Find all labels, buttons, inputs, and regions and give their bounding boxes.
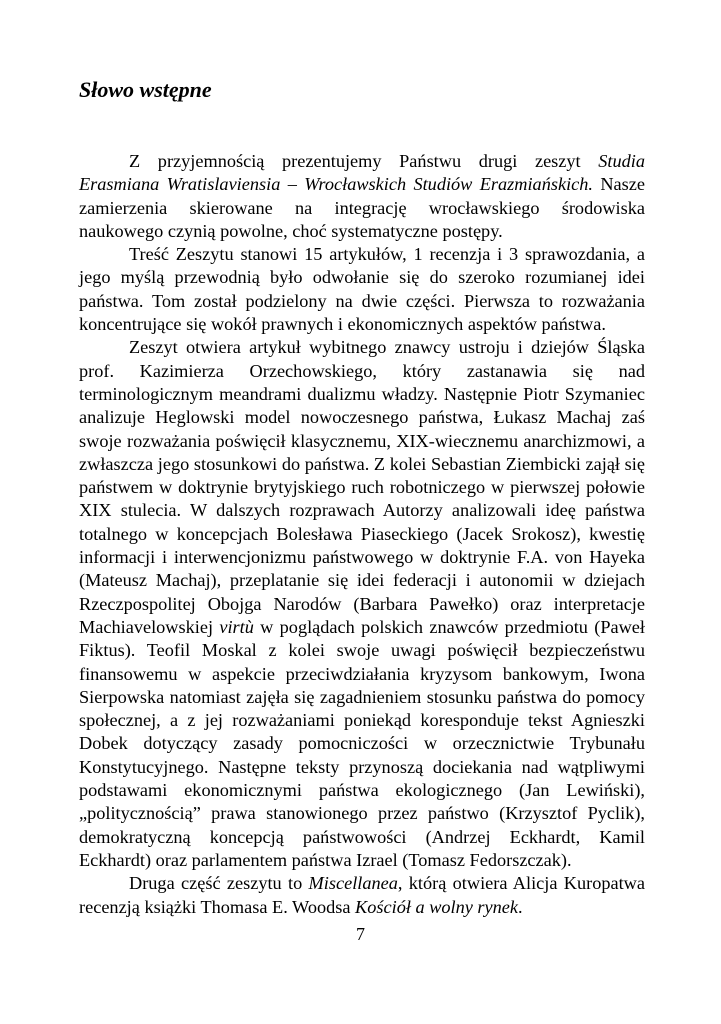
italic-term: virtù xyxy=(219,616,254,637)
text-run: . xyxy=(518,896,523,917)
text-run: Z przyjemnością prezentujemy Państwu drugi zeszyt xyxy=(129,151,599,171)
page-number: 7 xyxy=(356,924,365,944)
section-name: Miscellanea xyxy=(308,873,398,894)
text-run: Treść Zeszytu stanowi 15 artykułów, 1 recenzja i 3 sprawozdania, a jego myślą przewodnią było odwołanie się do szeroko rozumianej idei państwa. Tom został podzielony na dwie części. Pierwsza to rozważania koncentrujące się wokół prawnych i ekonomicznych aspektów państwa. xyxy=(79,244,645,335)
paragraph-3 xyxy=(79,336,645,872)
paragraph-1 xyxy=(79,150,645,243)
text-run: , którą otwiera Alicja Kuropatwa recenzją książki Thomasa E. Woodsa xyxy=(79,873,645,917)
body-text xyxy=(79,150,645,919)
journal-title: Studia Erasmiana Wratislaviensia – Wrocławskich Studiów Erazmiańskich. xyxy=(79,151,645,195)
paragraph-2 xyxy=(79,243,645,336)
book-title: Kościół a wolny rynek xyxy=(355,896,519,917)
text-run: Zeszyt otwiera artykuł wybitnego znawcy ustroju i dziejów Śląska prof. Kazimierza Orzechowskiego, który zastanawia się nad terminologicznym meandrami dualizmu władzy. Następnie Piotr Szymaniec analizuje Heglowski model nowoczesnego państwa, Łukasz Machaj zaś swoje rozważania poświęcił klasycznemu, XIX-wiecznemu anarchizmowi, a zwłaszcza jego stosunkowi do państwa. Z kolei Sebastian Ziembicki zajął się państwem w doktrynie brytyjskiego ruch robotniczego w pierwszej połowie XIX stulecia. W dalszych rozprawach Autorzy analizowali ideę państwa totalnego w koncepcjach Bolesława Piaseckiego (Jacek Srokosz), kwestię informacji i interwencjonizmu państwowego w doktrynie F.A. von Hayeka (Mateusz Machaj), przeplatanie się idei federacji i autonomii w dziejach Rzeczpospolitej Obojga Narodów (Barbara Pawełko) oraz interpretacje Machiavelowskiej xyxy=(79,337,645,637)
section-heading: Słowo wstępne xyxy=(79,77,212,102)
text-run: Druga część zeszytu to xyxy=(129,873,309,894)
text-run: w poglądach polskich znawców przedmiotu (Paweł Fiktus). Teofil Moskal z kolei swoje uwagi poświęcił bezpieczeństwu finansowemu w aspekcie przeciwdziałania kryzysom bankowym, Iwona Sierpowska natomiast zajęła się zagadnieniem stosunku państwa do pomocy społecznej, a z jej rozważaniami poniekąd koresponduje tekst Agnieszki Dobek dotyczący zasady pomocniczości w orzecznictwie Trybunału Konstytucyjnego. Następne teksty przynoszą dociekania nad wątpliwymi podstawami ekonomicznymi państwa ekologicznego (Jan Lewiński), „politycznością” prawa stanowionego przez państwo (Krzysztof Pyclik), demokratyczną koncepcją państwowości (Andrzej Eckhardt, Kamil Eckhardt) oraz parlamentem państwa Izrael (Tomasz Fedorszczak). xyxy=(79,616,645,870)
paragraph-4 xyxy=(79,872,645,919)
text-run: Nasze zamierzenia skierowane na integrację wrocławskiego środowiska naukowego czynią powolne, choć systematyczne postępy. xyxy=(79,174,646,241)
